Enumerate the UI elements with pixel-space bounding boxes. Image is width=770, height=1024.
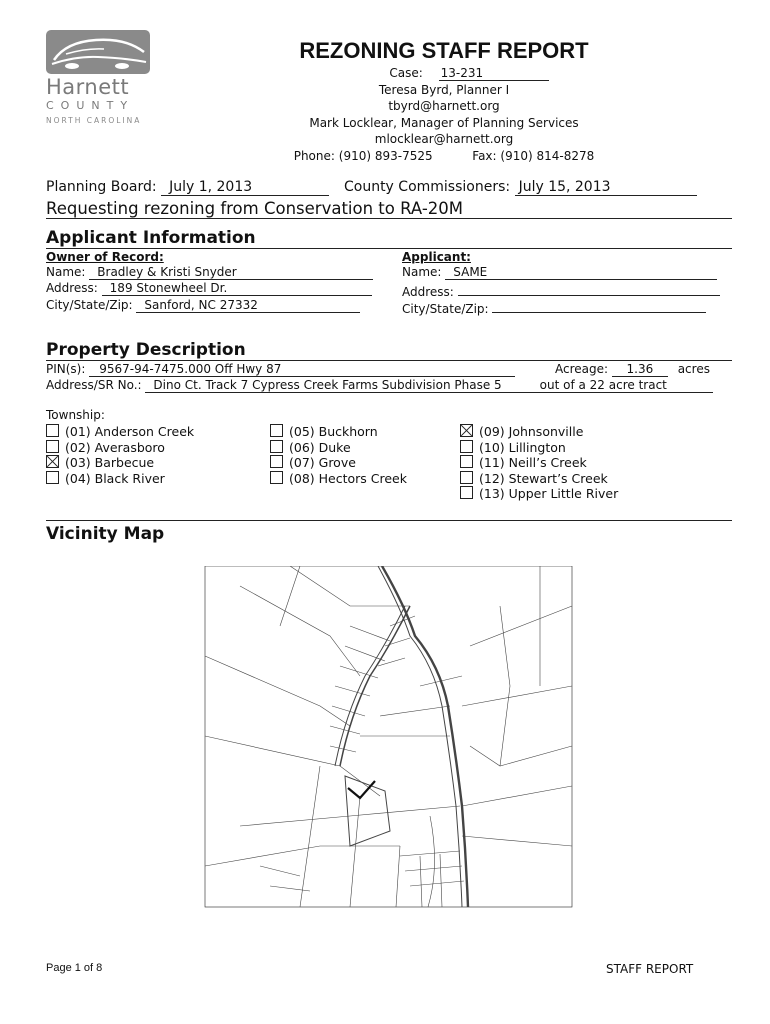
address-value — [145, 378, 713, 393]
logo-state: NORTH CAROLINA — [46, 116, 142, 125]
planning-board-label: Planning Board: — [46, 179, 157, 195]
township-option-label: (01) Anderson Creek — [65, 424, 195, 439]
vicinity-map — [200, 566, 574, 910]
township-option-label: (10) Lillington — [479, 439, 566, 455]
address-label: Address/SR No.: — [46, 378, 142, 392]
checkbox-icon[interactable] — [270, 424, 283, 437]
section-divider — [46, 248, 732, 249]
owner-name-row — [46, 265, 373, 280]
planning-board-date: July 1, 2013 — [161, 179, 329, 196]
township-option — [46, 424, 194, 440]
township-option — [460, 486, 618, 502]
township-option — [46, 440, 194, 456]
applicant-address-label: Address: — [402, 285, 454, 299]
section-divider — [46, 520, 732, 521]
township-option-label: (11) Neill’s Creek — [479, 455, 587, 470]
county-logo — [46, 30, 156, 125]
checkbox-icon[interactable] — [46, 440, 59, 453]
owner-csz-value: Sanford, NC 27332 — [136, 298, 360, 313]
township-option-label: (13) Upper Little River — [479, 486, 619, 501]
applicant-info-heading: Applicant Information — [46, 228, 256, 248]
applicant-csz-value — [492, 298, 706, 313]
phone-label: Phone: — [293, 148, 335, 163]
owner-csz-label: City/State/Zip: — [46, 298, 133, 312]
applicant-csz-label: City/State/Zip: — [402, 302, 489, 316]
pin-row — [46, 362, 515, 377]
applicant-address-row — [402, 281, 720, 299]
township-option — [460, 424, 618, 440]
acreage-row — [555, 362, 710, 377]
request-text: Requesting rezoning from Conservation to RA-20M — [46, 199, 732, 219]
township-option-label: (02) Averasboro — [65, 439, 165, 455]
acres-unit: acres — [677, 362, 710, 376]
township-option — [270, 424, 407, 440]
phone-fax-row — [272, 148, 616, 165]
checkbox-icon[interactable] — [270, 471, 283, 484]
township-option-label: (12) Stewart’s Creek — [479, 470, 608, 486]
township-option-label: (08) Hectors Creek — [289, 470, 407, 486]
pin-label: PIN(s): — [46, 362, 86, 376]
fax-number: (910) 814-8278 — [500, 148, 595, 163]
checkbox-icon[interactable] — [460, 455, 473, 468]
rezoning-request — [46, 199, 732, 219]
checkbox-icon[interactable] — [460, 486, 473, 499]
township-option — [270, 471, 407, 487]
township-col-3 — [460, 424, 618, 502]
checkbox-icon[interactable] — [460, 471, 473, 484]
applicant-name-label: Name: — [402, 265, 442, 279]
township-col-2 — [270, 424, 407, 486]
pin-value: 9567-94-7475.000 Off Hwy 87 — [89, 362, 515, 377]
township-option — [460, 440, 618, 456]
footer-doc-label: STAFF REPORT — [606, 962, 694, 976]
case-row — [272, 65, 616, 82]
township-option-label: (05) Buckhorn — [289, 424, 378, 439]
township-option — [460, 471, 618, 487]
contact-block — [272, 65, 616, 164]
logo-county: COUNTY — [46, 99, 135, 112]
township-option-label: (06) Duke — [289, 439, 351, 455]
logo-name: Harnett — [46, 75, 130, 99]
phone-number: (910) 893-7525 — [338, 148, 433, 163]
township-option-label: (07) Grove — [289, 455, 356, 470]
checked-box-icon[interactable] — [46, 455, 59, 468]
township-option — [270, 455, 407, 471]
address-text: Dino Ct. Track 7 Cypress Creek Farms Subdivision Phase 5 — [153, 378, 502, 392]
acreage-value: 1.36 — [612, 362, 668, 377]
commissioners-date: July 15, 2013 — [515, 179, 697, 196]
commissioners-label: County Commissioners: — [343, 179, 511, 195]
checkbox-icon[interactable] — [46, 471, 59, 484]
township-option-label: (03) Barbecue — [65, 455, 155, 470]
report-title: REZONING STAFF REPORT — [299, 38, 589, 63]
township-option — [46, 455, 194, 471]
township-option — [270, 440, 407, 456]
checked-box-icon[interactable] — [460, 424, 473, 437]
applicant-heading: Applicant: — [402, 250, 471, 264]
section-divider — [46, 360, 732, 361]
property-heading: Property Description — [46, 340, 246, 360]
applicant-address-value — [458, 281, 720, 296]
township-option — [46, 471, 194, 487]
township-label: Township: — [46, 408, 105, 422]
owner-address-row — [46, 281, 372, 296]
page-number: Page 1 of 8 — [46, 962, 103, 974]
owner-name-value: Bradley & Kristi Snyder — [89, 265, 373, 280]
applicant-name-row — [402, 265, 717, 280]
checkbox-icon[interactable] — [270, 455, 283, 468]
manager-name: Mark Locklear, Manager of Planning Services — [309, 115, 579, 130]
owner-heading: Owner of Record: — [46, 250, 164, 264]
vicinity-map-heading: Vicinity Map — [46, 524, 165, 544]
applicant-name-value: SAME — [445, 265, 717, 280]
case-number: 13-231 — [439, 66, 549, 81]
tract-note: out of a 22 acre tract — [539, 378, 667, 392]
acreage-label: Acreage: — [555, 362, 609, 376]
checkbox-icon[interactable] — [46, 424, 59, 437]
applicant-csz-row — [402, 298, 706, 316]
manager-email: mlocklear@harnett.org — [374, 132, 514, 146]
car-emblem-icon — [46, 30, 150, 74]
owner-address-value: 189 Stonewheel Dr. — [102, 281, 372, 296]
township-option-label: (04) Black River — [65, 470, 165, 486]
checkbox-icon[interactable] — [270, 440, 283, 453]
address-row — [46, 378, 713, 393]
owner-address-label: Address: — [46, 281, 98, 295]
checkbox-icon[interactable] — [460, 440, 473, 453]
township-option — [460, 455, 618, 471]
owner-name-label: Name: — [46, 265, 86, 279]
meeting-dates — [46, 179, 697, 196]
township-col-1 — [46, 424, 194, 486]
case-label: Case: — [389, 66, 423, 80]
planner-name: Teresa Byrd, Planner I — [378, 82, 510, 97]
fax-label: Fax: — [472, 148, 497, 163]
owner-csz-row — [46, 298, 360, 313]
township-option-label: (09) Johnsonville — [479, 424, 584, 439]
planner-email: tbyrd@harnett.org — [388, 99, 500, 113]
